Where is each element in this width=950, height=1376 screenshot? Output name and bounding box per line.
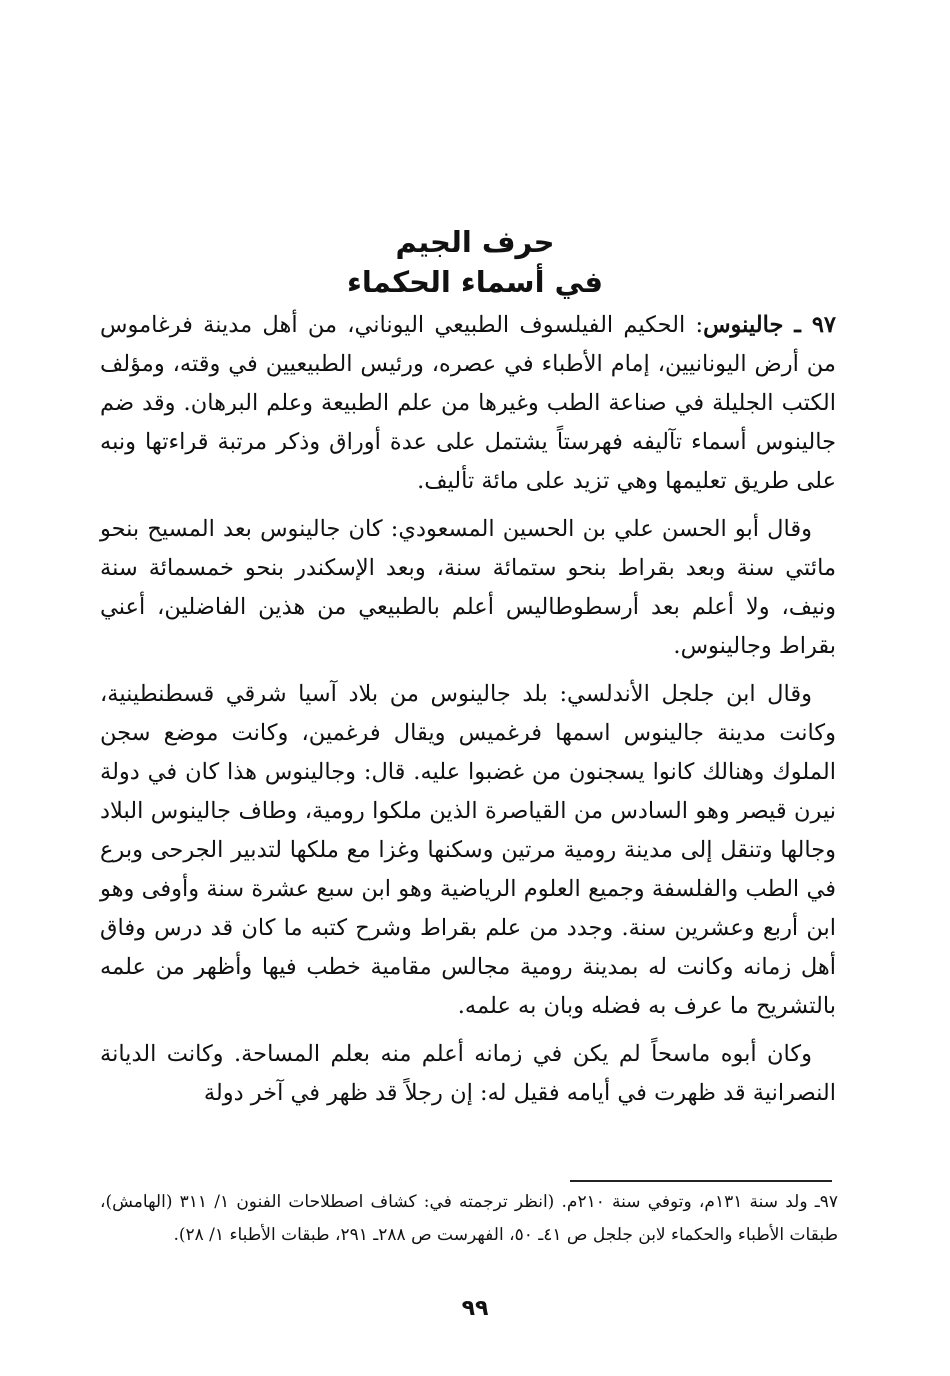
entry-text: : الحكيم الفيلسوف الطبيعي اليوناني، من أهل مدينة فرغاموس من أرض اليونانيين، إمام الأطباء في عصره، ورئيس الطبيعيين في وقته، ومؤلف الكتب الجليلة في صناعة الطب وغيرها من علم الطبيعة وعلم البرهان. وقد ضم جالينوس أسماء تآليفه فهرستاً يشتمل على عدة أوراق وذكر مرتبة قراءتها ونبه على طريق تعليمها وهي تزيد على مائة تأليف.	[100, 312, 836, 494]
heading-letter-jim: حرف الجيم	[395, 225, 555, 259]
footnote: ٩٧ـ ولد سنة ١٣١م، وتوفي سنة ٢١٠م. (انظر ترجمته في: كشاف اصطلاحات الفنون ١/ ٣١١ (الهامش)، طبقات الأطباء والحكماء لابن جلجل ص ٤١ـ ٥٠، الفهرست ص ٢٨٨ـ ٢٩١، طبقات الأطباء ١/ ٢٨).	[100, 1192, 838, 1245]
page-number: ٩٩	[461, 1296, 489, 1321]
entry-97-paragraph	[100, 306, 836, 501]
chapter-heading	[0, 222, 950, 302]
footnote-divider	[570, 1180, 832, 1182]
paragraph-masudi: وقال أبو الحسن علي بن الحسين المسعودي: كان جالينوس بعد المسيح بنحو مائتي سنة وبعد بقراط بنحو ستمائة سنة، وبعد الإسكندر بنحو خمسمائة سنة ونيف، ولا أعلم بعد أرسطوطاليس أعلم بالطبيعي من هذين الفاضلين، أعني بقراط وجالينوس.	[100, 516, 836, 659]
entry-title: ٩٧ ـ جالينوس	[703, 312, 836, 338]
paragraph-ibn-juljul: وقال ابن جلجل الأندلسي: بلد جالينوس من بلاد آسيا شرقي قسطنطينية، وكانت مدينة جالينوس اسمها فرغميس ويقال فرغمين، وكانت موضع سجن الملوك وهنالك كانوا يسجنون من غضبوا عليه. قال: وجالينوس هذا كان في دولة نيرن قيصر وهو السادس من القياصرة الذين ملكوا رومية، وطاف جالينوس البلاد وجالها وتنقل إلى مدينة رومية مرتين وسكنها وغزا مع ملكها لتدبير الجرحى وبرع في الطب والفلسفة وجميع العلوم الرياضية وهو ابن سبع عشرة سنة وأوفى وهو ابن أربع وعشرين سنة. وجدد من علم بقراط وشرح كتبه ما كان قد درس وفاق أهل زمانه وكانت له بمدينة رومية مجالس مقامية خطب فيها وأظهر من علمه بالتشريح ما عرف به فضله وبان به علمه.	[100, 681, 836, 1019]
main-text	[100, 306, 836, 1122]
paragraph-father: وكان أبوه ماسحاً لم يكن في زمانه أعلم منه بعلم المساحة. وكانت الديانة النصرانية قد ظهرت في أيامه فقيل له: إن رجلاً قد ظهر في آخر دولة	[100, 1041, 836, 1106]
heading-names-of-sages: في أسماء الحكماء	[347, 265, 603, 299]
